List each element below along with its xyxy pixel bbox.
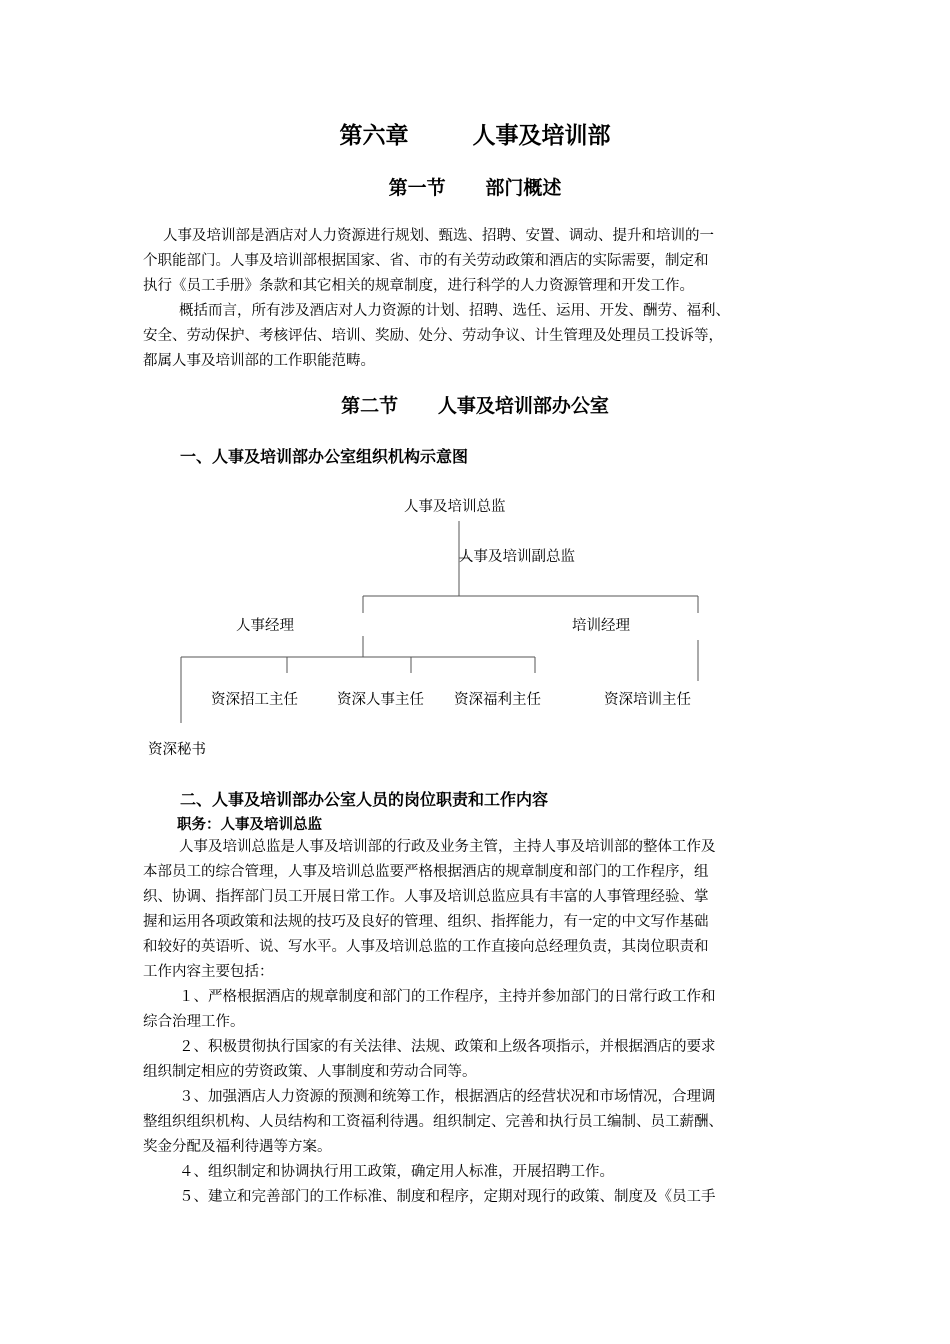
body-line: 本部员工的综合管理，人事及培训总监要严格根据酒店的规章制度和部门的工作程序，组 <box>143 864 709 880</box>
org-node-hr-manager: 人事经理 <box>236 618 294 634</box>
org-node-training-supervisor: 资深培训主任 <box>604 692 691 708</box>
body-line: 概括而言，所有涉及酒店对人力资源的计划、招聘、选任、运用、开发、酬劳、福利、 <box>179 303 730 319</box>
subheading-org-chart: 一、人事及培训部办公室组织机构示意图 <box>180 447 469 466</box>
section2-title: 第二节 人事及培训部办公室 <box>341 395 609 417</box>
body-line: 安全、劳动保护、考核评估、培训、奖励、处分、劳动争议、计生管理及处理员工投诉等， <box>143 328 723 344</box>
org-node-secretary: 资深秘书 <box>148 742 206 758</box>
duty-item-line: 奖金分配及福利待遇等方案。 <box>143 1139 332 1155</box>
org-node-personnel-supervisor: 资深人事主任 <box>337 692 424 708</box>
section1-title: 第一节 部门概述 <box>388 177 562 199</box>
duty-item-line: 组织制定相应的劳资政策、人事制度和劳动合同等。 <box>143 1064 477 1080</box>
duty-item-line: ３、加强酒店人力资源的预测和统筹工作，根据酒店的经营状况和市场情况，合理调 <box>179 1089 716 1105</box>
body-line: 织、协调、指挥部门员工开展日常工作。人事及培训总监应具有丰富的人事管理经验、掌 <box>143 889 709 905</box>
body-line: 人事及培训总监是人事及培训部的行政及业务主管，主持人事及培训部的整体工作及 <box>179 839 716 855</box>
org-node-welfare-supervisor: 资深福利主任 <box>454 692 541 708</box>
body-line: 都属人事及培训部的工作职能范畴。 <box>143 353 375 369</box>
duty-item-line: １、严格根据酒店的规章制度和部门的工作程序，主持并参加部门的日常行政工作和 <box>179 989 716 1005</box>
body-line: 和较好的英语听、说、写水平。人事及培训总监的工作直接向总经理负责，其岗位职责和 <box>143 939 709 955</box>
duty-item-line: ２、积极贯彻执行国家的有关法律、法规、政策和上级各项指示，并根据酒店的要求 <box>179 1039 716 1055</box>
org-node-director: 人事及培训总监 <box>404 499 506 515</box>
duty-title: 职务：人事及培训总监 <box>177 817 322 833</box>
duty-item-line: ５、建立和完善部门的工作标准、制度和程序，定期对现行的政策、制度及《员工手 <box>179 1189 716 1205</box>
org-node-training-manager: 培训经理 <box>572 618 630 634</box>
duty-item-line: ４、组织制定和协调执行用工政策，确定用人标准，开展招聘工作。 <box>179 1164 614 1180</box>
org-node-recruit-supervisor: 资深招工主任 <box>211 692 298 708</box>
subheading-duties: 二、人事及培训部办公室人员的岗位职责和工作内容 <box>180 790 549 809</box>
duty-item-line: 综合治理工作。 <box>143 1014 245 1030</box>
org-node-deputy-director: 人事及培训副总监 <box>459 549 575 565</box>
body-line: 个职能部门。人事及培训部根据国家、省、市的有关劳动政策和酒店的实际需要，制定和 <box>143 253 709 269</box>
body-line: 执行《员工手册》条款和其它相关的规章制度，进行科学的人力资源管理和开发工作。 <box>143 278 694 294</box>
duty-body <box>143 835 823 1210</box>
body-line: 人事及培训部是酒店对人力资源进行规划、甄选、招聘、安置、调动、提升和培训的一 <box>163 228 714 244</box>
duty-item-line: 整组织组织机构、人员结构和工资福利待遇。组织制定、完善和执行员工编制、员工薪酬、 <box>143 1114 723 1130</box>
body-line: 工作内容主要包括： <box>143 964 274 980</box>
chapter-title: 第六章 人事及培训部 <box>339 123 611 149</box>
body-line: 握和运用各项政策和法规的技巧及良好的管理、组织、指挥能力，有一定的中文写作基础 <box>143 914 709 930</box>
